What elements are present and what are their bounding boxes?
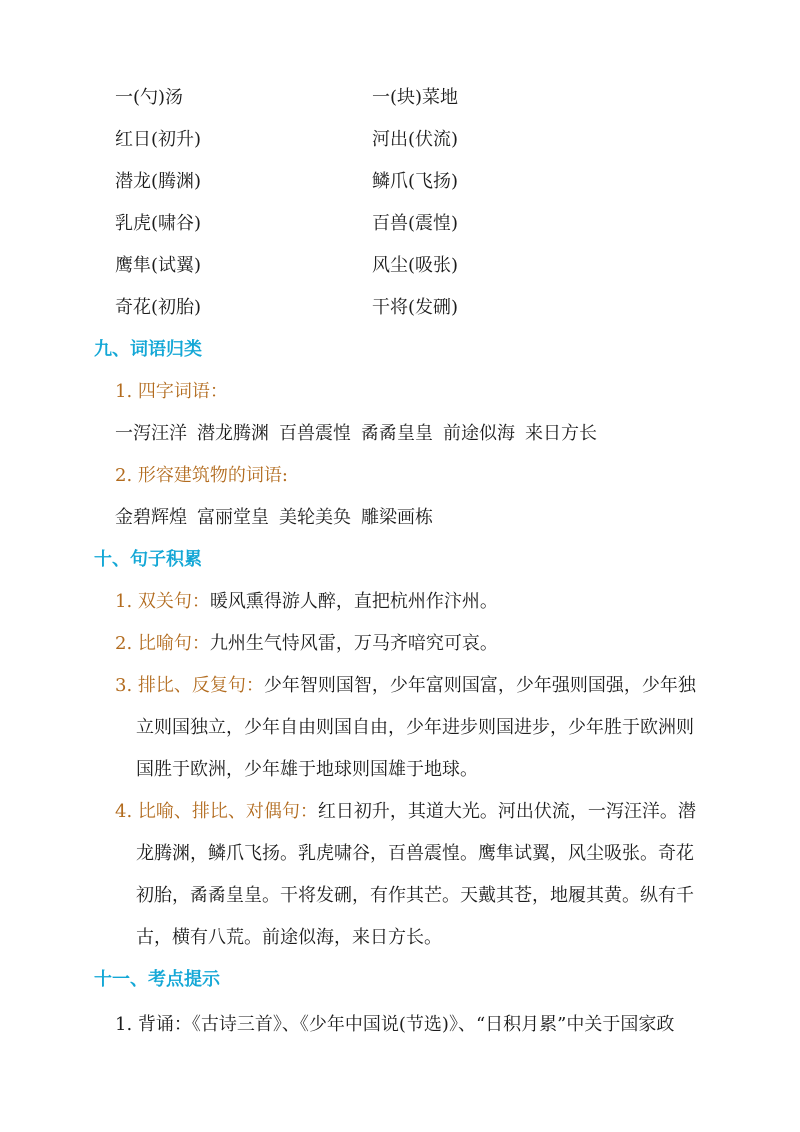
pair-right: 风尘(吸张)	[372, 255, 459, 276]
word: 富丽堂皇	[197, 507, 269, 528]
item-text: 龙腾渊，鳞爪飞扬。乳虎啸谷，百兽震惶。鹰隼试翼，风尘吸张。奇花	[136, 843, 694, 864]
item-label: 比喻、排比、对偶句：	[137, 801, 318, 822]
pair-right: 百兽(震惶)	[372, 213, 459, 234]
word: 来日方长	[525, 423, 597, 444]
word: 前途似海	[443, 423, 515, 444]
pair-left: 鹰隼(试翼)	[115, 255, 202, 276]
pair-right: 一(块)菜地	[372, 87, 459, 108]
sentence-item	[115, 581, 735, 623]
word-pair-row	[115, 167, 715, 197]
sentence-item	[115, 623, 735, 665]
item-number: 3.	[115, 675, 133, 696]
word-list	[115, 419, 597, 449]
section-title: 十、句子积累	[94, 549, 202, 570]
word-pair-row	[115, 209, 715, 239]
item-number: 1.	[115, 591, 133, 612]
item-text: 少年智则国智，少年富则国富，少年强则国强，少年独	[263, 675, 696, 696]
section-title: 十一、考点提示	[94, 969, 220, 990]
sentence-item	[115, 791, 735, 959]
item-text: 国胜于欧洲，少年雄于地球则国雄于地球。	[136, 759, 478, 780]
pair-right: 干将(发硎)	[372, 297, 459, 318]
pair-left: 潜龙(腾渊)	[115, 171, 202, 192]
item-text: 九州生气恃风雷，万马齐喑究可哀。	[209, 633, 498, 654]
word: 一泻汪洋	[115, 423, 187, 444]
word-pair-row	[115, 251, 715, 281]
word-pair-row	[115, 293, 715, 323]
pair-left: 乳虎(啸谷)	[115, 213, 202, 234]
section-title: 九、词语归类	[94, 339, 202, 360]
word-pair-row	[115, 125, 715, 155]
item-text: 初胎，矞矞皇皇。干将发硎，有作其芒。天戴其苍，地履其黄。纵有千	[136, 885, 694, 906]
word: 金碧辉煌	[115, 507, 187, 528]
subsection-label: 1. 四字词语：	[115, 381, 228, 402]
item-label: 比喻句：	[137, 633, 210, 654]
item-text: 红日初升，其道大光。河出伏流，一泻汪洋。潜	[317, 801, 696, 822]
word-pair-row	[115, 83, 715, 113]
word: 美轮美奂	[279, 507, 351, 528]
item-number: 4.	[115, 801, 133, 822]
item-number: 2.	[115, 633, 133, 654]
item-label: 排比、反复句：	[137, 675, 264, 696]
pair-right: 鳞爪(飞扬)	[372, 171, 459, 192]
pair-right: 河出(伏流)	[372, 129, 459, 150]
tip-line: 1. 背诵：《古诗三首》、《少年中国说(节选)》、“日积月累”中关于国家政	[115, 1014, 675, 1035]
item-text: 古，横有八荒。前途似海，来日方长。	[136, 927, 442, 948]
word: 矞矞皇皇	[361, 423, 433, 444]
word: 百兽震惶	[279, 423, 351, 444]
pair-left: 一(勺)汤	[115, 87, 184, 108]
pair-left: 红日(初升)	[115, 129, 202, 150]
sentence-item	[115, 665, 735, 791]
word: 潜龙腾渊	[197, 423, 269, 444]
pair-left: 奇花(初胎)	[115, 297, 202, 318]
item-text: 暖风熏得游人醉，直把杭州作汴州。	[209, 591, 498, 612]
subsection-label: 2. 形容建筑物的词语:	[115, 465, 288, 486]
item-text: 立则国独立，少年自由则国自由，少年进步则国进步，少年胜于欧洲则	[136, 717, 694, 738]
item-label: 双关句：	[137, 591, 210, 612]
word-list	[115, 503, 433, 533]
word: 雕梁画栋	[361, 507, 433, 528]
